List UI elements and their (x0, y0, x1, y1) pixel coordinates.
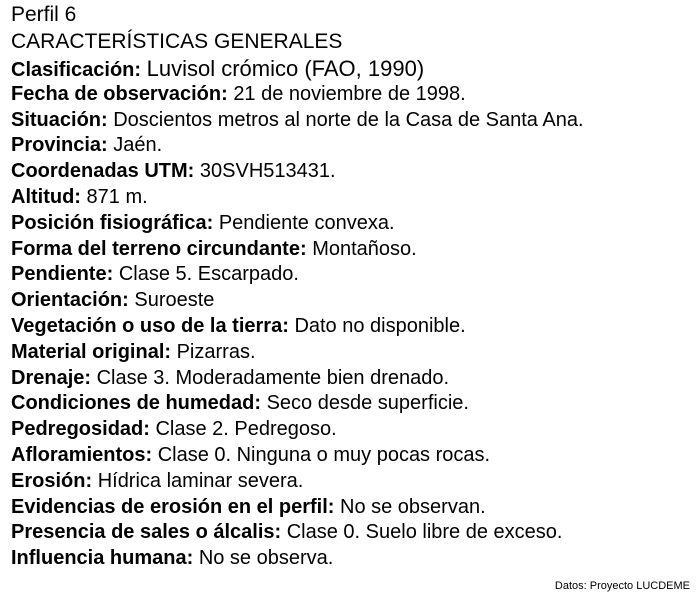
field-value: 871 m. (86, 185, 148, 208)
field-vegetacion-uso (11, 314, 695, 340)
field-label: Drenaje: (11, 366, 92, 389)
field-evidencias-erosion (11, 495, 695, 521)
field-value: Hídrica laminar severa. (97, 469, 304, 492)
field-value: 21 de noviembre de 1998. (233, 82, 466, 105)
field-value: Pendiente convexa. (218, 211, 395, 234)
field-value: No se observa. (198, 547, 334, 570)
field-fecha-observacion (11, 82, 695, 108)
field-label: Influencia humana: (11, 547, 194, 570)
field-label: Evidencias de erosión en el perfil: (11, 495, 335, 518)
field-value: 30SVH513431. (199, 160, 336, 183)
field-label: Afloramientos: (11, 443, 153, 466)
field-drenaje (11, 366, 695, 392)
field-label: Material original: (11, 340, 172, 363)
field-label: Pedregosidad: (11, 418, 150, 441)
field-clasificacion (11, 56, 695, 82)
profile-title: Perfil 6 (11, 3, 77, 26)
field-sales-alcalis (11, 520, 695, 546)
field-value: Suroeste (134, 289, 215, 312)
field-condiciones-humedad (11, 391, 695, 417)
field-label: Forma del terreno circundante: (11, 237, 307, 260)
field-label: Erosión: (11, 469, 93, 492)
field-label: Coordenadas UTM: (11, 160, 195, 183)
field-situacion (11, 108, 695, 134)
profile-document (11, 2, 695, 572)
field-value: Clase 5. Escarpado. (118, 263, 299, 286)
field-label: Provincia: (11, 134, 108, 157)
field-pedregosidad (11, 417, 695, 443)
field-orientacion (11, 288, 695, 314)
field-label: Clasificación: (11, 59, 142, 81)
field-afloramientos (11, 443, 695, 469)
field-label: Altitud: (11, 185, 81, 208)
field-value: Seco desde superficie. (266, 392, 469, 415)
field-value: Pizarras. (176, 340, 256, 363)
source-credit: Datos: Proyecto LUCDEME (554, 580, 690, 592)
field-forma-terreno (11, 237, 695, 263)
field-coordenadas-utm (11, 159, 695, 185)
field-value: Dato no disponible. (294, 314, 466, 337)
field-provincia (11, 133, 695, 159)
field-value: Clase 2. Pedregoso. (155, 418, 337, 441)
field-value: Doscientos metros al norte de la Casa de Santa Ana. (113, 108, 584, 131)
field-value: Clase 0. Ninguna o muy pocas rocas. (157, 443, 491, 466)
field-altitud (11, 185, 695, 211)
field-material-original (11, 340, 695, 366)
field-pendiente (11, 262, 695, 288)
field-value: Clase 0. Suelo libre de exceso. (286, 521, 563, 544)
field-erosion (11, 469, 695, 495)
field-value: No se observan. (340, 495, 486, 518)
field-label: Pendiente: (11, 263, 114, 286)
field-value: Montañoso. (312, 237, 417, 260)
field-label: Presencia de sales o álcalis: (11, 521, 282, 544)
field-value: Luvisol crómico (FAO, 1990) (146, 56, 425, 81)
field-posicion-fisiografica (11, 211, 695, 237)
field-value: Jaén. (113, 134, 163, 157)
field-label: Fecha de observación: (11, 82, 228, 105)
field-value: Clase 3. Moderadamente bien drenado. (96, 366, 450, 389)
field-label: Situación: (11, 108, 108, 131)
field-label: Condiciones de humedad: (11, 392, 262, 415)
field-label: Posición fisiográfica: (11, 211, 214, 234)
field-label: Vegetación o uso de la tierra: (11, 314, 289, 337)
section-title: CARACTERÍSTICAS GENERALES (11, 30, 343, 53)
field-influencia-humana (11, 546, 695, 572)
field-label: Orientación: (11, 289, 129, 312)
